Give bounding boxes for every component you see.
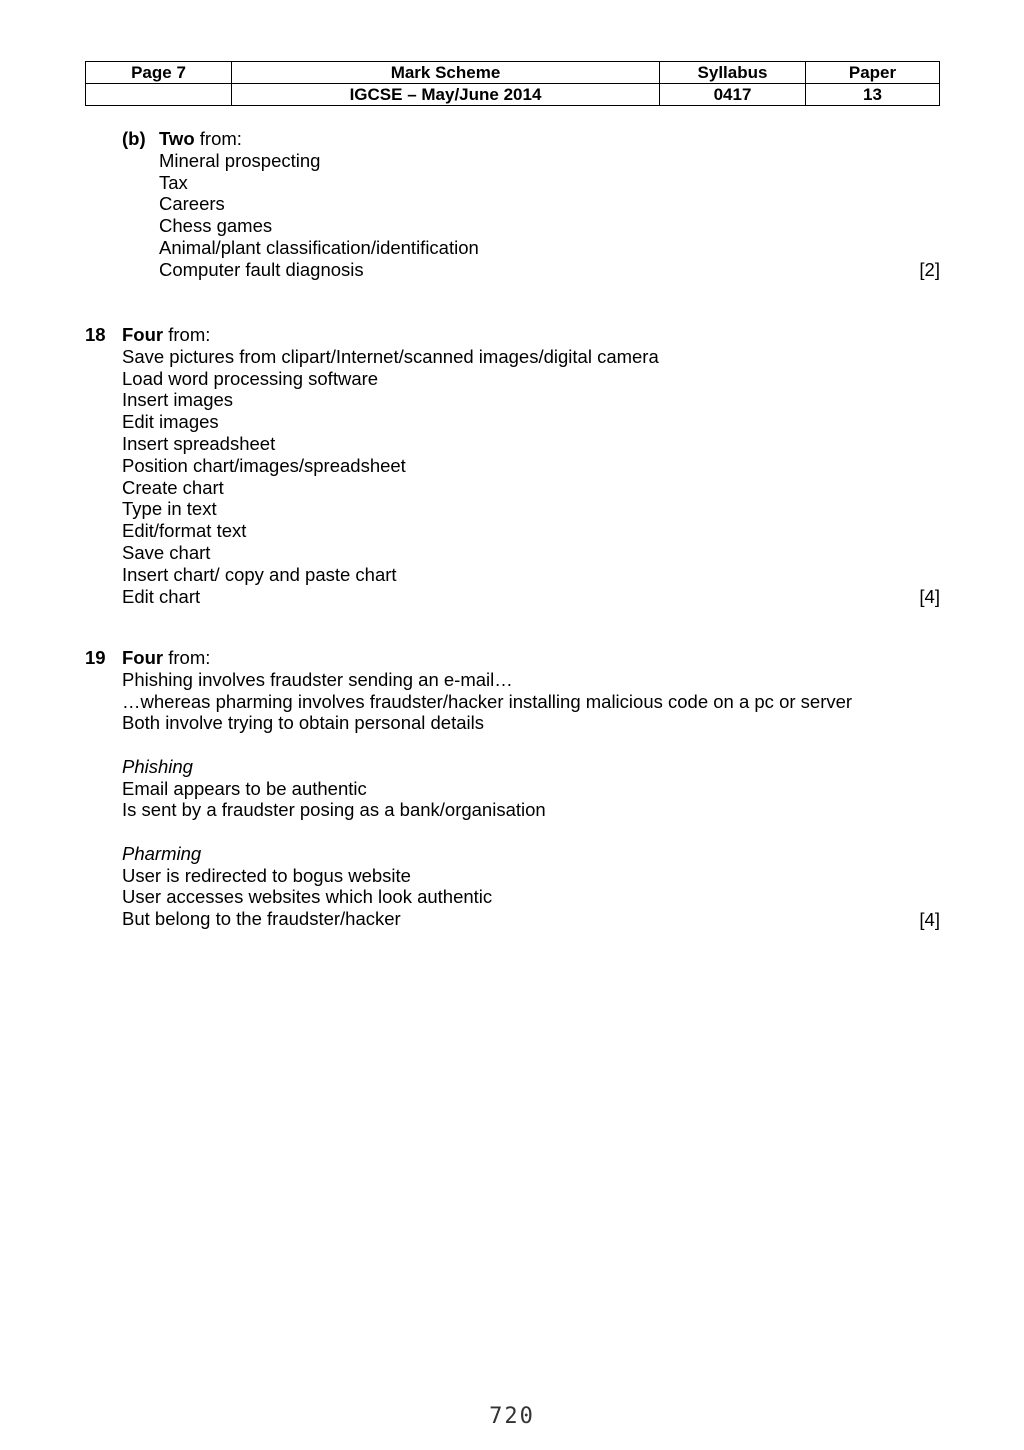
header-paper-label: Paper xyxy=(806,62,940,84)
q19-lead-rest: from: xyxy=(163,647,211,668)
q18-item: Save chart xyxy=(122,541,211,563)
header-syllabus: 0417 xyxy=(660,84,806,106)
q19-lead-bold: Four xyxy=(122,647,164,668)
q19-pharming-line: But belong to the fraudster/hacker xyxy=(122,908,401,930)
q18-item: Load word processing software xyxy=(122,367,379,389)
spacer xyxy=(122,821,852,843)
q17b-item: Careers xyxy=(159,193,225,215)
q19-intro-line: Phishing involves fraudster sending an e-mail… xyxy=(122,668,513,690)
q17b-answer xyxy=(159,128,479,281)
q17b-item: Animal/plant classification/identification xyxy=(159,236,479,258)
q19-answer xyxy=(122,647,852,930)
header-exam: IGCSE – May/June 2014 xyxy=(232,84,660,106)
q18-item: Insert chart/ copy and paste chart xyxy=(122,563,397,585)
header-table xyxy=(85,61,940,106)
q17b-item: Computer fault diagnosis xyxy=(159,258,364,280)
q18-item: Insert images xyxy=(122,389,234,411)
q19-pharming-line: User accesses websites which look authentic xyxy=(122,886,493,908)
q18-item: Save pictures from clipart/Internet/scanned images/digital camera xyxy=(122,345,659,367)
header-paper: 13 xyxy=(806,84,940,106)
q18-item: Edit/format text xyxy=(122,520,247,542)
q18-item: Type in text xyxy=(122,498,217,520)
q19-pharming-heading: Pharming xyxy=(122,842,202,864)
header-syllabus-label: Syllabus xyxy=(660,62,806,84)
q18-item: Edit chart xyxy=(122,585,201,607)
q17b-label: (b) xyxy=(122,128,146,149)
q18-item: Create chart xyxy=(122,476,224,498)
q17b-lead-bold: Two xyxy=(159,128,195,149)
header-page: Page 7 xyxy=(86,62,232,84)
q18-lead xyxy=(122,324,659,346)
q17b-item: Mineral prospecting xyxy=(159,149,321,171)
q18-lead-rest: from: xyxy=(163,324,211,345)
q18-marks: [4] xyxy=(919,586,940,607)
q19-number: 19 xyxy=(85,647,106,668)
q18-number: 18 xyxy=(85,324,106,345)
q19-intro-line: Both involve trying to obtain personal details xyxy=(122,712,484,734)
header-title: Mark Scheme xyxy=(232,62,660,84)
q17b-lead xyxy=(159,128,479,150)
q18-item: Edit images xyxy=(122,411,219,433)
spacer xyxy=(122,734,852,756)
q17b-item: Chess games xyxy=(159,215,273,237)
q18-lead-bold: Four xyxy=(122,324,164,345)
q18-item: Insert spreadsheet xyxy=(122,432,276,454)
q19-pharming-line: User is redirected to bogus website xyxy=(122,864,411,886)
q17b-item: Tax xyxy=(159,171,188,193)
q18-item: Position chart/images/spreadsheet xyxy=(122,454,406,476)
q19-marks: [4] xyxy=(919,909,940,930)
q19-intro-line: …whereas pharming involves fraudster/hacker installing malicious code on a pc or server xyxy=(122,690,853,712)
q19-phishing-line: Email appears to be authentic xyxy=(122,777,367,799)
q17b-marks: [2] xyxy=(919,259,940,280)
q18-answer xyxy=(122,324,659,607)
header-empty-cell xyxy=(86,84,232,106)
q17b-lead-rest: from: xyxy=(194,128,242,149)
q19-phishing-heading: Phishing xyxy=(122,755,193,777)
q19-phishing-line: Is sent by a fraudster posing as a bank/organisation xyxy=(122,799,546,821)
page-number: 720 xyxy=(489,1404,535,1429)
q19-lead xyxy=(122,647,852,669)
